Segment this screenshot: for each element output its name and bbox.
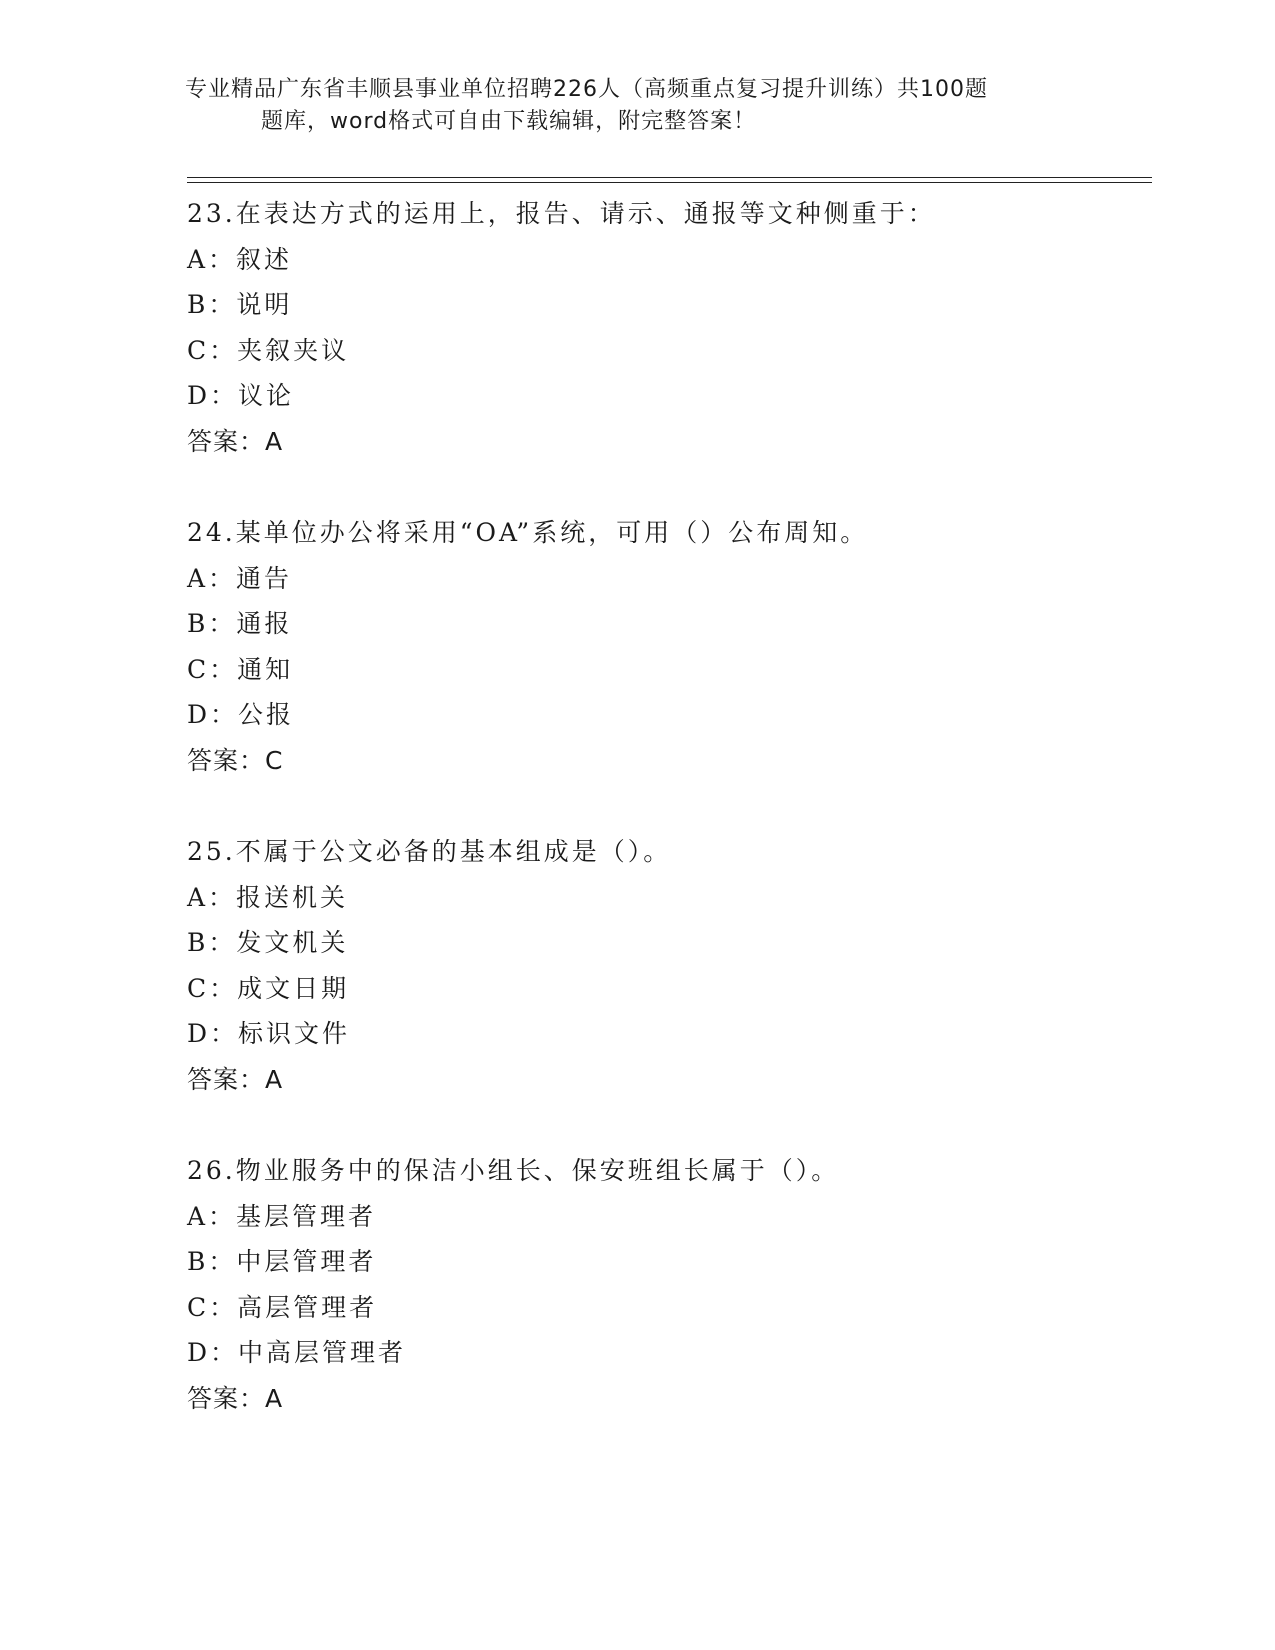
question-stem: 24.某单位办公将采用“OA”系统，可用（）公布周知。	[187, 518, 869, 547]
document-header	[185, 74, 1085, 138]
option-b: B：通报	[187, 609, 293, 639]
option-d: D：议论	[187, 381, 295, 411]
question-list	[187, 191, 1147, 1467]
option-b: B：中层管理者	[187, 1247, 377, 1277]
question-stem: 26.物业服务中的保洁小组长、保安班组长属于（）。	[187, 1156, 840, 1185]
option-d: D：标识文件	[187, 1019, 351, 1049]
option-a: A：通告	[187, 563, 293, 593]
answer-line: 答案：A	[187, 426, 284, 456]
option-a: A：报送机关	[187, 882, 349, 912]
option-c: C：通知	[187, 654, 294, 684]
header-title-line-2: 题库，word格式可自由下载编辑，附完整答案！	[261, 109, 757, 134]
option-c: C：成文日期	[187, 973, 350, 1003]
option-a: A：叙述	[187, 244, 293, 274]
option-a: A：基层管理者	[187, 1201, 377, 1231]
answer-line: 答案：C	[187, 745, 284, 775]
question-24	[187, 510, 1147, 829]
question-stem: 23.在表达方式的运用上，报告、请示、通报等文种侧重于：	[187, 199, 936, 228]
header-divider-top	[187, 177, 1152, 178]
answer-line: 答案：A	[187, 1064, 284, 1094]
header-divider-bottom	[187, 182, 1152, 183]
option-b: B：说明	[187, 290, 293, 320]
option-c: C：夹叙夹议	[187, 335, 350, 365]
question-23	[187, 191, 1147, 510]
question-26	[187, 1148, 1147, 1467]
option-d: D：中高层管理者	[187, 1338, 407, 1368]
option-b: B：发文机关	[187, 928, 349, 958]
answer-line: 答案：A	[187, 1383, 284, 1413]
question-25	[187, 829, 1147, 1148]
option-c: C：高层管理者	[187, 1292, 378, 1322]
question-stem: 25.不属于公文必备的基本组成是（）。	[187, 837, 672, 866]
header-title-line-1: 专业精品广东省丰顺县事业单位招聘226人（高频重点复习提升训练）共100题	[185, 77, 988, 102]
option-d: D：公报	[187, 700, 295, 730]
